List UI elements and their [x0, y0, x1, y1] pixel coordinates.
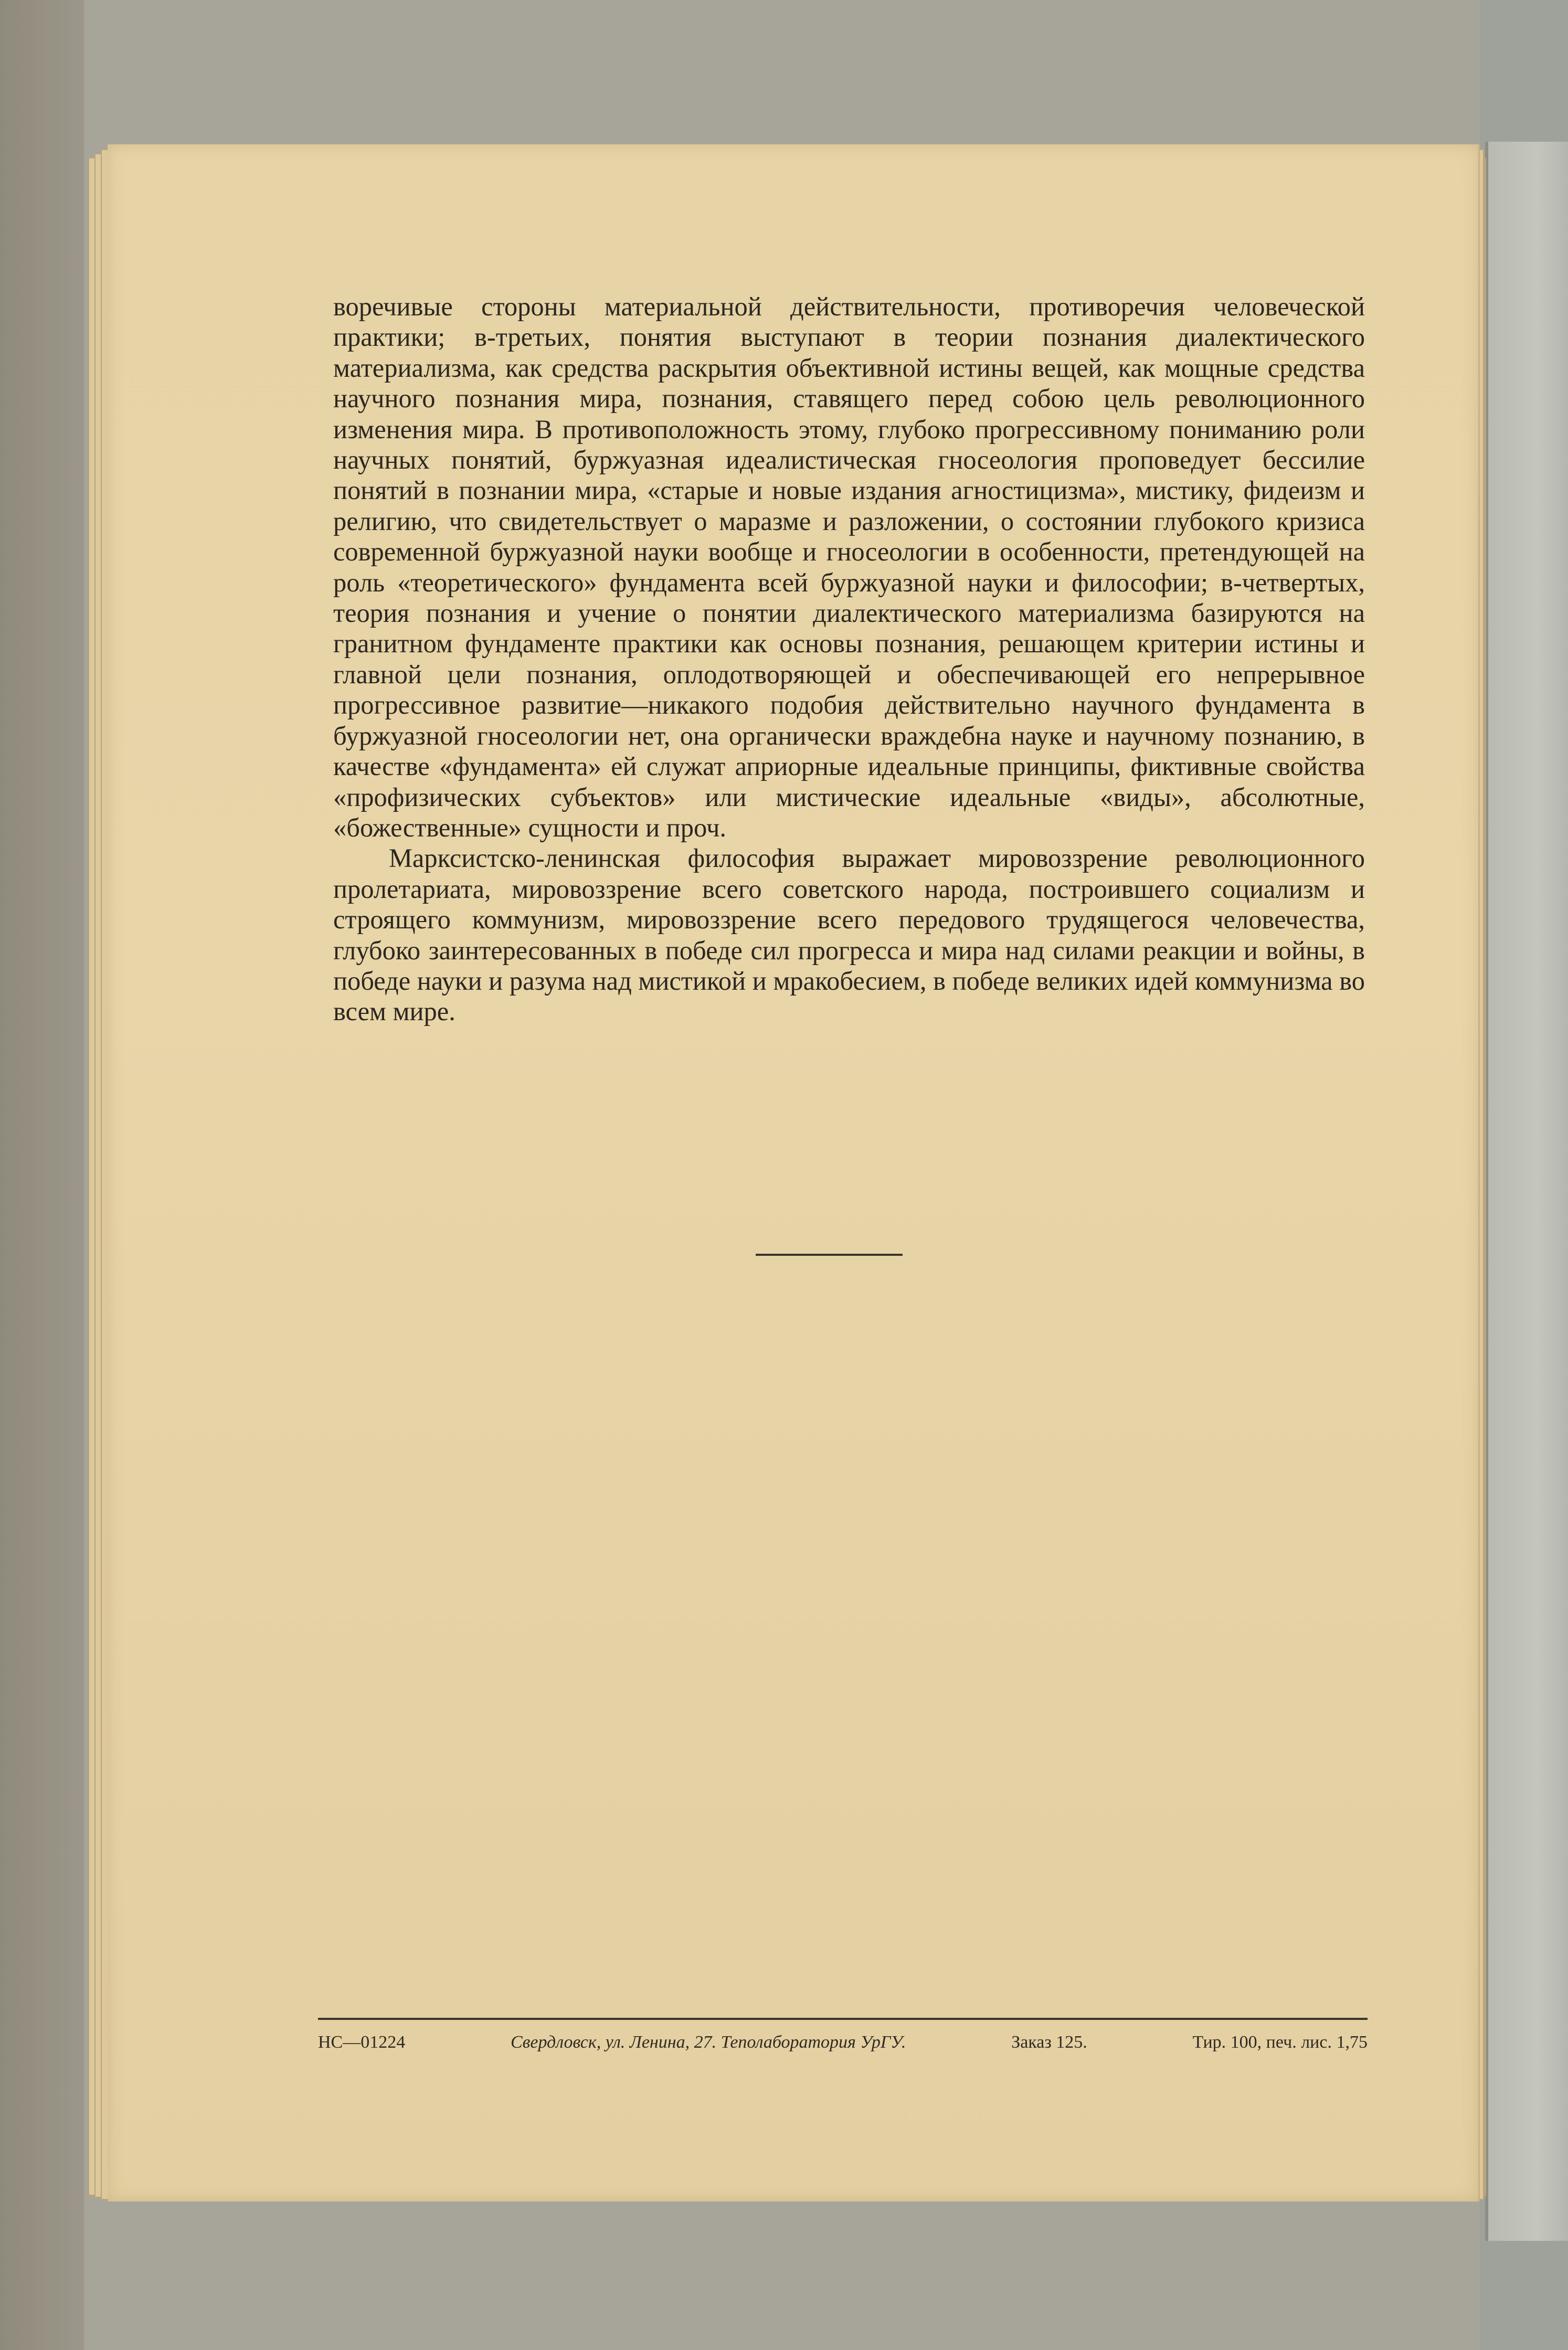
imprint-order: Заказ 125. [1011, 2033, 1087, 2052]
imprint-line [318, 2031, 1368, 2054]
imprint-rule [318, 2018, 1368, 2020]
body-text [333, 291, 1365, 1027]
section-separator-rule [756, 1254, 903, 1256]
imprint-print-run: Тир. 100, печ. лис. 1,75 [1192, 2033, 1368, 2052]
booklet-cover-edge [1485, 142, 1568, 2241]
imprint-code: НС—01224 [318, 2033, 406, 2052]
paragraph-continued: воречивые стороны материальной действительности, противоречия человеческой практики; в-третьих, понятия выступают в теории познания диалектического материализма, как средства раскрытия объективной истины вещей, как мощные средства научного познания мира, познания, ставящего перед собою цель революционного изменения мира. В противоположность этому, глубоко прогрессивному пониманию роли научных понятий, буржуазная идеалистическая гносеология проповедует бессилие понятий в познании мира, «старые и новые издания агностицизма», мистику, фидеизм и религию, что свидетельствует о маразме и разложении, о состоянии глубокого кризиса современной буржуазной науки вообще и гносеологии в особенности, претендующей на роль «теоретического» фундамента всей буржуазной науки и философии; в-четвертых, теория познания и учение о понятии диалектического материализма базируются на гранитном фундаменте практики как основы познания, решающем критерии истины и главной цели познания, оплодотворяющей и обеспечивающей его непрерывное прогрессивное развитие—никакого подобия действительно научного фундамента в буржуазной гносеологии нет, она органически враждебна науке и научному познанию, в качестве «фундамента» ей служат априорные идеальные принципы, фиктивные свойства «профизических субъектов» или мистические идеальные «виды», абсолютные, «божественные» сущности и проч. [333, 292, 1365, 842]
background-left [0, 0, 84, 2350]
imprint-place: Свердловск, ул. Ленина, 27. Теполаборатория УрГУ. [510, 2033, 906, 2052]
paragraph: Марксистско-ленинская философия выражает мировоззрение революционного пролетариата, мировоззрение всего советского народа, построившего социализм и строящего коммунизм, мировоззрение всего передового трудящегося человечества, глубоко заинтересованных в победе сил прогресса и мира над силами реакции и войны, в победе науки и разума над мистикой и мракобесием, в победе великих идей коммунизма во всем мире. [333, 843, 1365, 1026]
